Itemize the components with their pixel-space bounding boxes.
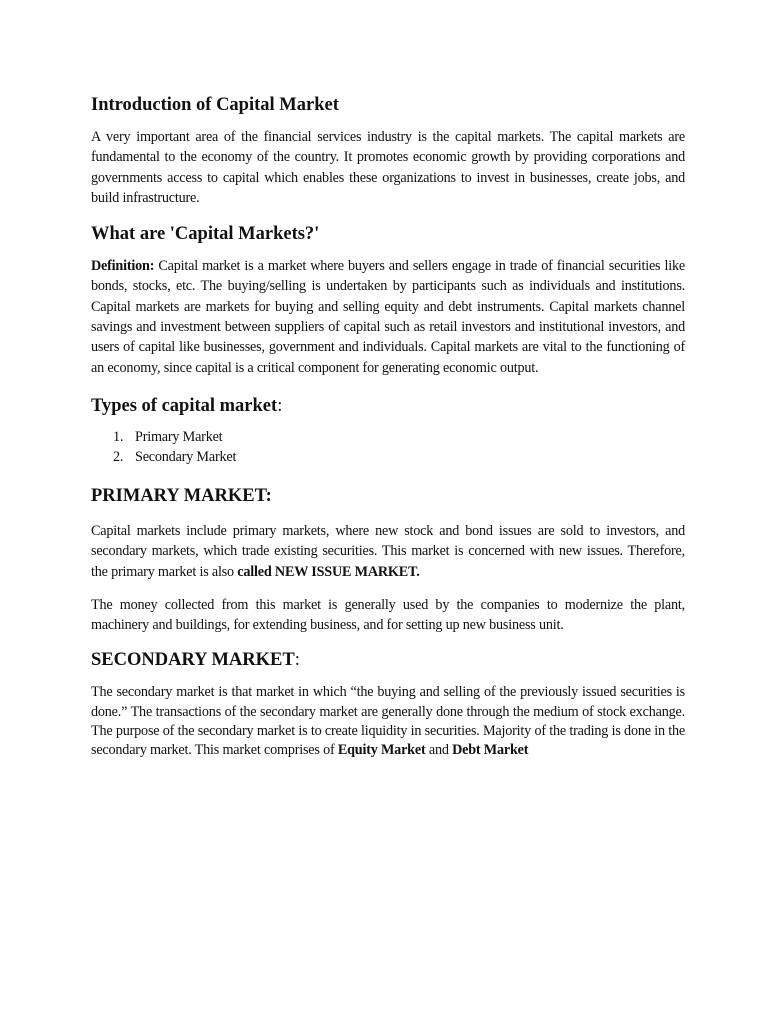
list-item-number: 1.: [113, 428, 124, 445]
list-item: [91, 427, 685, 448]
document-page: [91, 93, 685, 761]
debt-market-term: Debt Market: [452, 742, 529, 759]
secondary-heading-colon: :: [294, 650, 300, 671]
primary-paragraph-1-text: Capital markets include primary markets, where new stock and bond issues are sold to investors, and secondary markets, which trade existing securities. This market is concerned with new issues. Therefore, the primary market is also: [91, 522, 685, 580]
list-item-number: 2.: [113, 449, 124, 466]
secondary-heading: [91, 648, 685, 672]
list-item: [91, 447, 685, 468]
secondary-paragraph-text: The secondary market is that market in which “the buying and selling of the previously issued securities is done.” The transactions of the secondary market are generally done through the medium of stock exchange. The purpose of the secondary market is to create liquidity in securities. Majority of the trading is done in the secondary market. This market comprises of: [91, 684, 685, 759]
intro-paragraph: A very important area of the financial services industry is the capital markets. The capital markets are fundamental to the economy of the country. It promotes economic growth by providing corporations and governments access to capital which enables these organizations to invest in businesses, create jobs, and build infrastructure.: [91, 129, 685, 206]
intro-heading: Introduction of Capital Market: [91, 95, 339, 115]
definition-text: Capital market is a market where buyers and sellers engage in trade of financial securities like bonds, stocks, etc. The buying/selling is undertaken by participants such as individuals and institutions. Capital markets are markets for buying and selling equity and debt instruments. Capital markets channel savings and investment between suppliers of capital such as retail investors and institutional investors, and users of capital like businesses, government and individuals. Capital markets are vital to the functioning of an economy, since capital is a critical component for generating economic output.: [91, 258, 685, 376]
secondary-heading-text: SECONDARY MARKET: [91, 650, 295, 671]
primary-paragraph-1: [91, 521, 685, 582]
types-list: [91, 427, 685, 468]
what-heading: What are 'Capital Markets?': [91, 224, 320, 245]
equity-market-term: Equity Market: [337, 742, 426, 759]
primary-paragraph-2: The money collected from this market is generally used by the companies to modernize the plant, machinery and buildings, for extending business, and for setting up new business unit.: [91, 596, 685, 634]
definition-label: Definition:: [91, 258, 155, 275]
primary-paragraph-1-bold: called NEW ISSUE MARKET.: [237, 563, 420, 580]
types-heading-text: Types of capital market: [91, 395, 278, 416]
types-heading-colon: :: [277, 395, 283, 416]
list-item-label: Secondary Market: [135, 449, 237, 466]
list-item-label: Primary Market: [135, 428, 223, 445]
types-heading: [91, 394, 685, 418]
secondary-paragraph: [91, 683, 685, 760]
primary-heading: PRIMARY MARKET:: [91, 485, 272, 506]
and-word: and: [425, 742, 453, 759]
definition-paragraph: [91, 256, 685, 378]
